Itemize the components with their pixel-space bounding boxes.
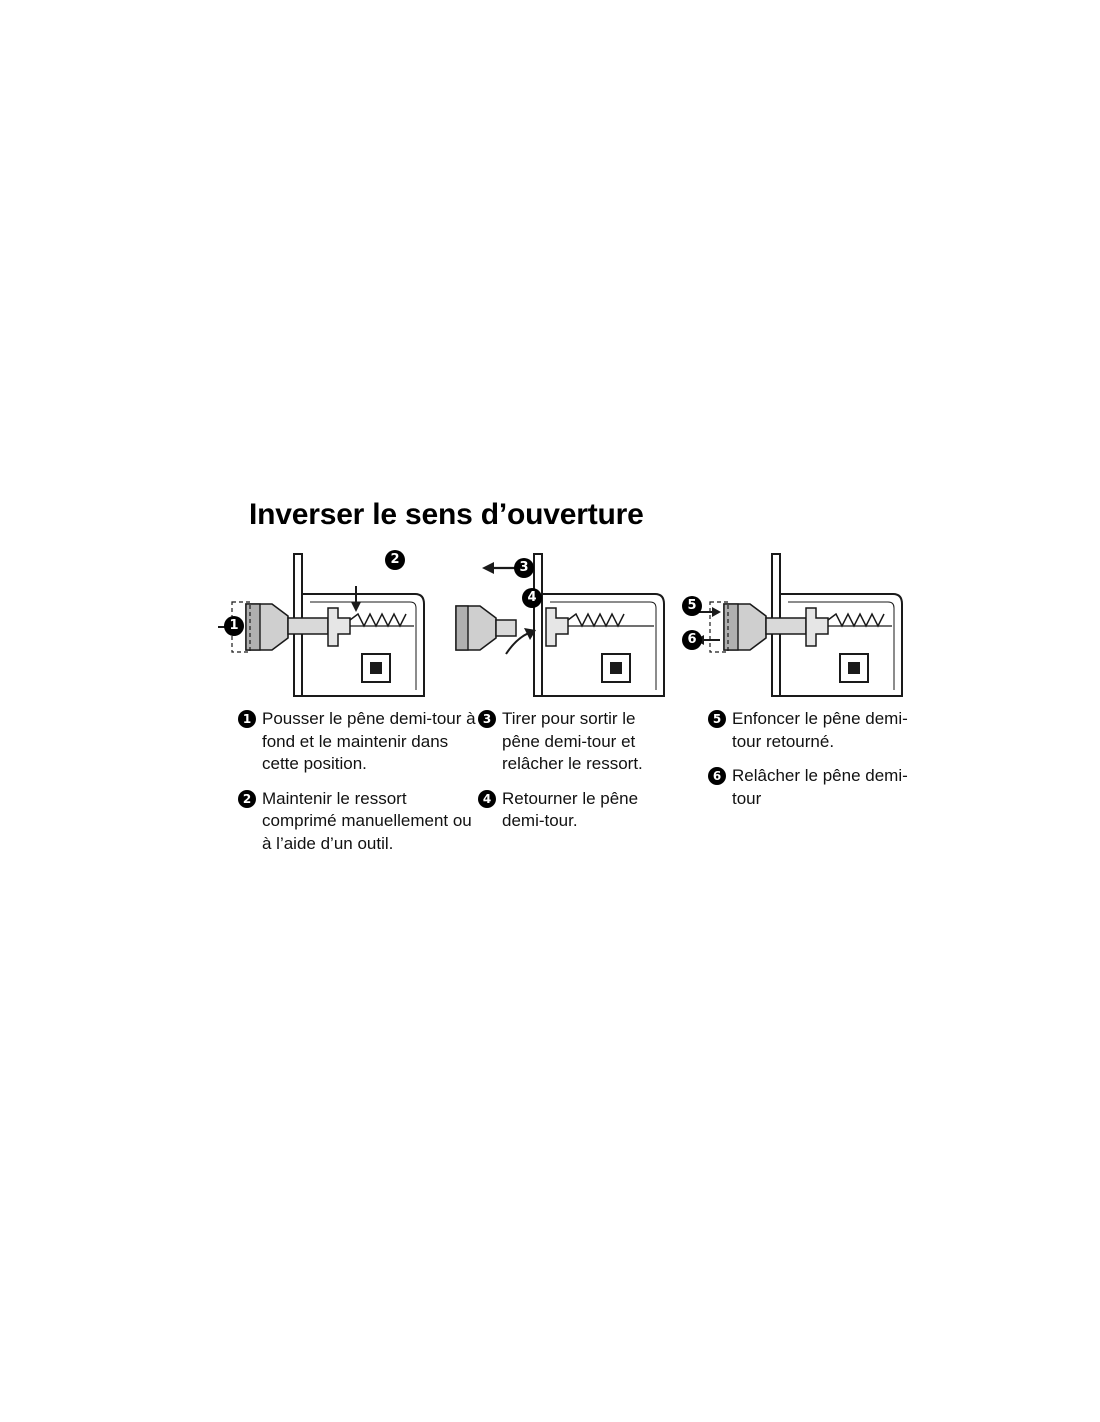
figure-2-drawing [450,550,685,700]
step-text: Maintenir le ressort comprimé manuellement ou à l’aide d’un outil. [262,788,472,853]
step-item [238,788,478,856]
step-text: Retourner le pêne demi-tour. [502,788,639,830]
figure-row [210,550,910,700]
figure-2-callout-4: 4 [522,588,542,608]
step-item [708,765,908,810]
steps-column-1 [238,708,478,867]
latch-pulled-out-diagram [450,550,685,700]
figure-3-callout-5: 5 [682,596,702,616]
step-number-badge: 3 [478,710,496,728]
figure-2-callout-3: 3 [514,558,534,578]
figure-1-callout-2: 2 [385,550,405,570]
steps-column-2 [478,708,673,845]
step-number-badge: 4 [478,790,496,808]
latch-pushed-in-diagram [210,550,445,700]
step-number-badge: 5 [708,710,726,728]
steps-column-3 [708,708,908,822]
figure-3-callout-6: 6 [682,630,702,650]
step-number-badge: 1 [238,710,256,728]
step-item [238,708,478,776]
step-item [478,788,673,833]
step-number-badge: 2 [238,790,256,808]
step-text: Enfoncer le pêne demi-tour retourné. [732,709,908,751]
step-number-badge: 6 [708,767,726,785]
figure-1-drawing [210,550,445,700]
page-title: Inverser le sens d’ouverture [249,498,644,531]
step-text: Pousser le pêne demi-tour à fond et le maintenir dans cette position. [262,709,476,773]
step-item [478,708,673,776]
step-text: Tirer pour sortir le pêne demi-tour et relâcher le ressort. [502,709,643,773]
figure-3-drawing [688,550,923,700]
figure-1-callout-1: 1 [224,616,244,636]
latch-reinserted-diagram [688,550,923,700]
step-item [708,708,908,753]
step-text: Relâcher le pêne demi-tour [732,766,908,808]
